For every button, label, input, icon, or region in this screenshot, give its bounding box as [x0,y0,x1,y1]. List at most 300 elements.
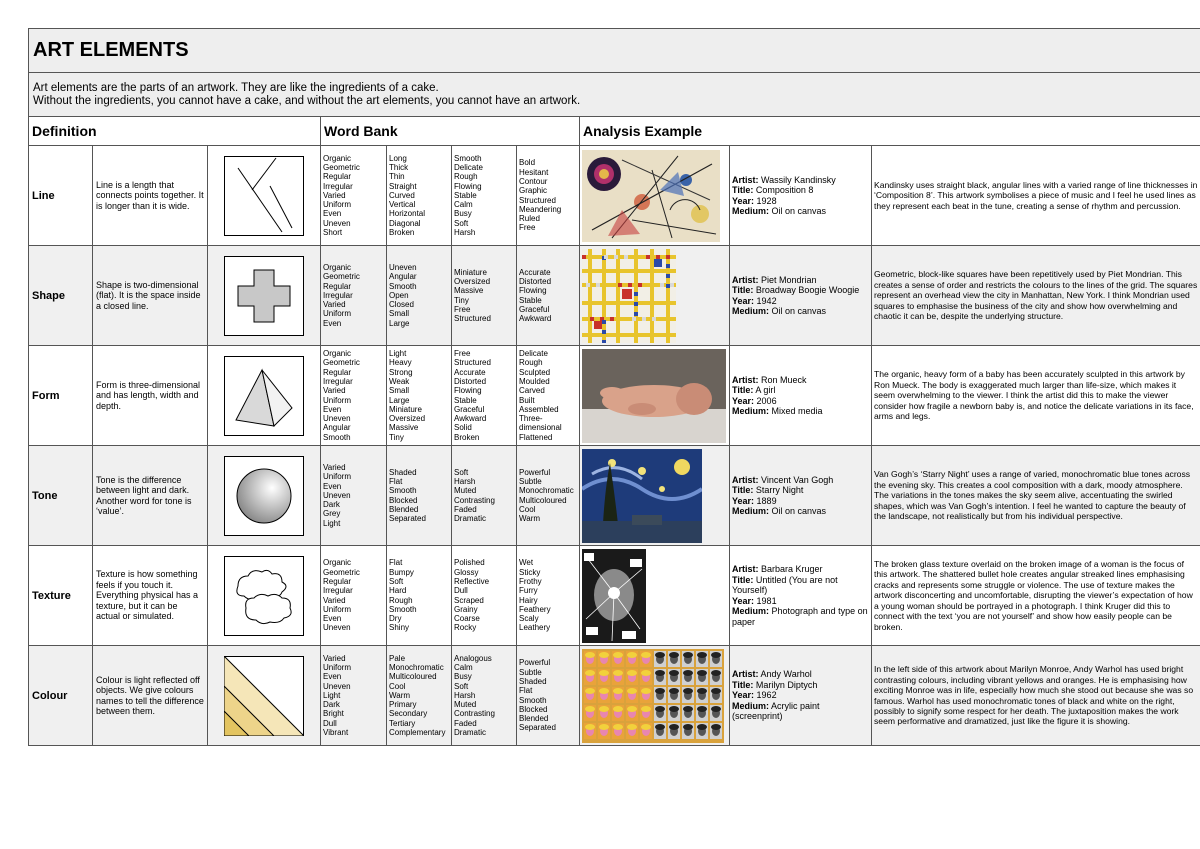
ron-mueck-a-girl-image [580,346,730,446]
word-bank-word: Rough [389,595,413,605]
title-value: A girl [755,385,776,395]
word-bank-word: Broken [389,228,415,238]
medium-label: Medium: [732,206,769,216]
element-row-tone [29,446,1200,546]
word-bank-column [517,546,580,646]
word-bank-word: Calm [454,200,473,210]
word-bank-word: Smooth [519,695,547,705]
year-value: 1981 [756,595,777,606]
word-bank-word: Uniform [323,395,352,405]
word-bank-column [452,446,517,546]
word-bank-column [321,546,387,646]
word-bank-column [452,346,517,446]
analysis-header: Analysis Example [580,117,1200,146]
year-value: 1889 [756,495,777,506]
word-bank-word: Flowing [454,181,482,191]
word-bank-column [452,546,517,646]
word-bank-word: Busy [454,672,472,682]
word-bank-column [517,646,580,746]
word-bank-word: Irregular [323,181,353,191]
year-value: 1962 [756,690,777,701]
word-bank-word: Smooth [454,153,482,163]
word-bank-word: Wet [519,558,534,568]
word-bank-word: Long [389,153,407,163]
word-bank-word: Tertiary [389,718,416,728]
year-value: 1928 [756,195,777,206]
element-row-line [29,146,1200,246]
word-bank-word: Free [519,223,536,233]
word-bank-word: Massive [454,286,484,296]
word-bank-column [452,646,517,746]
word-bank-word: Grey [323,509,341,519]
colour-triangle-icon [208,646,321,746]
artist-label: Artist: [732,174,759,185]
word-bank-word: Dark [323,500,340,510]
word-bank-word: Warm [519,514,541,524]
word-bank-word: Curved [389,190,415,200]
word-bank-word: Multicoloured [389,672,437,682]
word-bank-word: Contour [519,176,548,186]
artist-value: Barbara Kruger [761,564,823,574]
element-definition: Shape is two-dimensional (flat). It is the space inside a closed line. [93,246,208,346]
word-bank-word: Thick [389,162,409,172]
word-bank-word: Shaded [519,676,547,686]
word-bank-word: Powerful [519,467,551,477]
word-bank-word: Awkward [454,414,487,424]
word-bank-word: Faded [454,718,477,728]
word-bank-word: Smooth [389,486,417,496]
word-bank-word: Separated [389,514,426,524]
word-bank-word: Soft [454,467,469,477]
word-bank-word: Scaly [519,614,539,624]
word-bank-word: Three- [519,414,543,424]
word-bank-column [387,246,452,346]
medium-value: Photograph and type on paper [732,606,868,627]
word-bank-word: Distorted [454,376,487,386]
analysis-text: The broken glass texture overlaid on the broken image of a woman is the focus of this artwork. The shattered bullet hole creates angular streaked lines emphasising cracks and represents some struggle or violence. The use of texture makes the artwork disconcerting and uncomfortable, disrupting the viewer’s expectation of how a young woman should be portrayed in a photograph. I think Kruger did this to connect with the text ‘you are not yourself’ and show how easily people can be broken. [872,546,1200,646]
word-bank-word: Busy [454,209,472,219]
title-value: Starry Night [755,485,804,495]
word-bank-word: Free [454,304,471,314]
word-bank-word: Organic [323,262,352,272]
word-bank-word: Carved [519,386,545,396]
word-bank-word: Stable [454,395,477,405]
word-bank-word: Miniature [454,267,487,277]
word-bank-word: Vertical [389,200,416,210]
word-bank-column [452,246,517,346]
word-bank-word: Even [323,404,342,414]
word-bank-word: Oversized [454,276,491,286]
word-bank-word: Irregular [323,290,353,300]
word-bank-word: Blended [519,714,549,724]
word-bank-word: Smooth [323,432,351,442]
cross-shape-icon [208,246,321,346]
artist-label: Artist: [732,669,759,680]
word-bank-word: Broken [454,432,480,442]
artwork-details [730,546,872,646]
word-bank-word: Reflective [454,576,490,586]
word-bank-word: Bold [519,158,536,168]
year-label: Year: [732,395,755,406]
word-bank-word: Smooth [389,604,417,614]
word-bank-word: Even [323,209,342,219]
word-bank-word: Heavy [389,358,412,368]
word-bank-word: Cool [519,504,536,514]
word-bank-word: Graceful [454,404,485,414]
word-bank-word: Uniform [323,662,352,672]
artist-value: Piet Mondrian [761,274,817,285]
word-bank-word: Organic [323,349,352,359]
element-name: Texture [29,546,93,646]
artwork-details [730,446,872,546]
year-value: 1942 [756,295,777,306]
word-bank-word: Light [389,349,407,359]
word-bank-word: Shiny [389,623,410,633]
word-bank-word: Structured [454,314,491,324]
word-bank-column [517,146,580,246]
word-bank-word: dimensional [519,423,562,433]
word-bank-word: Graphic [519,186,548,196]
word-bank-word: Varied [323,462,346,472]
artwork-details [730,646,872,746]
word-bank-word: Tiny [389,432,404,442]
artwork-details [730,246,872,346]
artist-value: Andy Warhol [760,669,812,680]
word-bank-word: Flat [519,686,533,696]
artwork-details [730,146,872,246]
word-bank-word: Large [389,318,410,328]
word-bank-word: Grainy [454,604,478,614]
word-bank-word: Powerful [519,658,551,668]
word-bank-column [321,346,387,446]
word-bank-word: Muted [454,486,477,496]
word-bank-word: Pale [389,653,406,663]
word-bank-word: Organic [323,153,352,163]
word-bank-word: Uneven [389,262,417,272]
word-bank-word: Ruled [519,214,540,224]
word-bank-word: Contrasting [454,495,495,505]
word-bank-word: Separated [519,723,556,733]
word-bank-word: Geometric [323,567,360,577]
word-bank-word: Varied [323,595,346,605]
word-bank-word: Uniform [323,309,352,319]
word-bank-column [387,546,452,646]
word-bank-word: Hairy [519,595,538,605]
analysis-text: Kandinsky uses straight black, angular lines with a varied range of line thicknesses in ‘Composition 8’. This artwork symbolises a piece of music and I feel he used lines as they represent each beat in the tune, creating a sense of rhythm and percussion. [872,146,1200,246]
word-bank-word: Flowing [454,386,482,396]
medium-label: Medium: [732,306,769,316]
word-bank-word: Harsh [454,228,476,238]
word-bank-word: Coarse [454,614,480,624]
word-bank-word: Oversized [389,414,426,424]
word-bank-word: Monochromatic [389,662,444,672]
word-bank-word: Structured [519,195,556,205]
word-bank-word: Flat [389,476,403,486]
word-bank-word: Uneven [323,490,351,500]
word-bank-word: Assembled [519,404,559,414]
element-definition: Form is three-dimensional and has length, width and depth. [93,346,208,446]
element-name: Form [29,346,93,446]
word-bank-word: Small [389,386,410,396]
word-bank-word: Regular [323,172,352,182]
word-bank-word: Flowing [519,286,547,296]
year-label: Year: [732,595,755,606]
title-label: Title: [732,385,754,395]
word-bank-word: Tiny [454,295,469,305]
word-bank-word: Uniform [323,472,352,482]
medium-value: Oil on canvas [771,306,827,316]
word-bank-word: Regular [323,367,352,377]
medium-label: Medium: [732,406,769,416]
word-bank-word: Warm [389,690,411,700]
element-definition: Colour is light reflected off objects. We give colours names to tell the difference between them. [93,646,208,746]
word-bank-column [387,446,452,546]
word-bank-word: Subtle [519,476,542,486]
element-definition: Line is a length that connects points together. It is longer than it is wide. [93,146,208,246]
word-bank-column [387,346,452,446]
word-bank-word: Solid [454,423,472,433]
word-bank-word: Polished [454,558,485,568]
word-bank-word: Secondary [389,709,428,719]
element-name: Shape [29,246,93,346]
word-bank-word: Muted [454,700,477,710]
word-bank-word: Feathery [519,604,551,614]
word-bank-word: Closed [389,300,414,310]
word-bank-word: Small [389,309,410,319]
word-bank-word: Analogous [454,653,492,663]
word-bank-word: Blocked [389,495,418,505]
word-bank-word: Soft [454,681,469,691]
word-bank-header: Word Bank [321,117,580,146]
word-bank-column [321,446,387,546]
word-bank-word: Geometric [323,358,360,368]
van-gogh-starry-night-image [580,446,730,546]
word-bank-word: Shaded [389,467,417,477]
artist-value: Ron Mueck [761,374,807,385]
word-bank-word: Smooth [389,281,417,291]
word-bank-word: Short [323,228,343,238]
mondrian-broadway-boogie-woogie-image [580,246,730,346]
medium-value: Mixed media [771,406,823,416]
word-bank-word: Calm [454,662,473,672]
artist-value: Wassily Kandinsky [761,174,836,185]
element-row-shape [29,246,1200,346]
word-bank-word: Geometric [323,272,360,282]
intro-line-2: Without the ingredients, you cannot have a cake, and without the art elements, you cannot have an artwork. [33,94,581,107]
shaded-sphere-icon [208,446,321,546]
analysis-text: Van Gogh’s ‘Starry Night’ uses a range of varied, monochromatic blue tones across the evening sky. This creates a cool composition with a dark, moody atmosphere. The variations in the tones makes the sky seem alive, accentuating the swirled shapes, which was Van Gogh’s intention. I feel he wanted to capture the beauty of the landscape, not realistically but from his individual perspective. [872,446,1200,546]
title-value: Composition 8 [755,185,814,195]
word-bank-column [517,346,580,446]
word-bank-word: Cool [389,681,406,691]
word-bank-word: Varied [323,386,346,396]
analysis-text: Geometric, block-like squares have been repetitively used by Piet Mondrian. This creates a sense of order and restricts the colours to the lines of the grid. The squares represent an overhead view the city in Manhattan, New York. I think Mondrian used squares to emphasise the business of the city and show how overwhelming and chaotic it can be, despite the underlying structure. [872,246,1200,346]
word-bank-word: Diagonal [389,218,421,228]
word-bank-column [387,646,452,746]
medium-label: Medium: [732,606,769,616]
word-bank-column [517,446,580,546]
word-bank-word: Uniform [323,200,352,210]
word-bank-word: Rough [454,172,478,182]
word-bank-word: Uneven [323,414,351,424]
title-value: Untitled (You are not Yourself) [732,574,838,595]
word-bank-word: Flattened [519,432,553,442]
word-bank-word: Rocky [454,623,477,633]
word-bank-word: Even [323,481,342,491]
warhol-marilyn-diptych-image [580,646,730,746]
word-bank-word: Straight [389,181,417,191]
word-bank-word: Even [323,672,342,682]
kandinsky-composition-8-image [580,146,730,246]
word-bank-word: Dramatic [454,514,487,524]
word-bank-word: Varied [323,653,346,663]
lines-diagram-icon [208,146,321,246]
word-bank-word: Regular [323,576,352,586]
word-bank-word: Massive [389,423,419,433]
year-label: Year: [732,690,755,701]
word-bank-word: Uneven [323,681,351,691]
word-bank-word: Graceful [519,304,550,314]
title-label: Title: [732,285,754,295]
word-bank-word: Thin [389,172,405,182]
word-bank-word: Sticky [519,567,541,577]
word-bank-word: Stable [454,190,477,200]
title-label: Title: [732,485,754,495]
word-bank-word: Angular [389,272,417,282]
word-bank-word: Vibrant [323,728,349,738]
word-bank-word: Frothy [519,576,542,586]
word-bank-word: Organic [323,558,352,568]
word-bank-word: Delicate [519,349,548,359]
word-bank-column [387,146,452,246]
title-value: Marilyn Diptych [755,679,818,690]
word-bank-word: Varied [323,190,346,200]
year-label: Year: [732,295,755,306]
word-bank-word: Irregular [323,586,353,596]
word-bank-word: Sculpted [519,367,551,377]
word-bank-word: Faded [454,504,477,514]
word-bank-word: Hesitant [519,167,549,177]
word-bank-word: Leathery [519,623,551,633]
element-row-form [29,346,1200,446]
word-bank-word: Furry [519,586,538,596]
word-bank-word: Harsh [454,476,476,486]
word-bank-word: Scraped [454,595,484,605]
analysis-text: The organic, heavy form of a baby has been accurately sculpted in this artwork by Ron Mueck. The body is exaggerated much larger than life-size, which makes it seem overwhelming to the viewer. I think the artist did this to make the viewer consider how fragile a newborn baby is, and notice the delicate variations in its face, arms and legs. [872,346,1200,446]
intro-line-1: Art elements are the parts of an artwork. They are like the ingredients of a cake. [33,81,439,94]
element-row-colour [29,646,1200,746]
medium-label: Medium: [732,506,769,516]
word-bank-word: Accurate [519,267,551,277]
word-bank-column [321,246,387,346]
element-definition: Tone is the difference between light and dark. Another word for tone is ‘value’. [93,446,208,546]
word-bank-word: Even [323,614,342,624]
word-bank-word: Structured [454,358,491,368]
title-label: Title: [732,185,754,195]
element-row-texture [29,546,1200,646]
element-name: Colour [29,646,93,746]
word-bank-word: Bumpy [389,567,414,577]
page-title: ART ELEMENTS [29,29,1200,73]
word-bank-column [321,146,387,246]
word-bank-word: Dull [454,586,468,596]
word-bank-word: Glossy [454,567,479,577]
word-bank-word: Complementary [389,728,446,738]
word-bank-word: Uneven [323,218,351,228]
word-bank-word: Primary [389,700,417,710]
word-bank-word: Contrasting [454,709,495,719]
artist-label: Artist: [732,474,759,485]
word-bank-word: Meandering [519,204,562,214]
word-bank-word: Dry [389,614,402,624]
word-bank-word: Uniform [323,604,352,614]
word-bank-word: Delicate [454,162,483,172]
word-bank-word: Accurate [454,367,486,377]
word-bank-word: Subtle [519,667,542,677]
artwork-details [730,346,872,446]
word-bank-word: Large [389,395,410,405]
word-bank-word: Monochromatic [519,486,574,496]
year-label: Year: [732,495,755,506]
year-label: Year: [732,195,755,206]
medium-value: Oil on canvas [771,206,827,216]
word-bank-word: Harsh [454,690,476,700]
word-bank-word: Blended [389,504,419,514]
word-bank-word: Horizontal [389,209,426,219]
word-bank-word: Soft [454,218,469,228]
element-name: Tone [29,446,93,546]
word-bank-word: Blocked [519,704,548,714]
artist-label: Artist: [732,374,759,385]
prism-form-icon [208,346,321,446]
word-bank-word: Dramatic [454,728,487,738]
barbara-kruger-untitled-image [580,546,730,646]
element-definition: Texture is how something feels if you touch it. Everything physical has a texture, but it can be actual or simulated. [93,546,208,646]
word-bank-word: Geometric [323,162,360,172]
medium-value: Oil on canvas [771,506,827,516]
word-bank-word: Hard [389,586,407,596]
word-bank-word: Free [454,349,471,359]
artist-label: Artist: [732,564,759,574]
word-bank-word: Awkward [519,314,552,324]
word-bank-word: Stable [519,295,542,305]
word-bank-column [452,146,517,246]
title-label: Title: [732,574,754,585]
medium-value: Acrylic paint (screenprint) [732,700,820,722]
word-bank-word: Open [389,290,409,300]
word-bank-word: Light [323,690,341,700]
word-bank-word: Miniature [389,404,422,414]
intro-text [29,73,1200,117]
word-bank-column [321,646,387,746]
word-bank-word: Built [519,395,535,405]
art-elements-table [28,28,1200,746]
definition-header: Definition [29,117,321,146]
word-bank-word: Regular [323,281,352,291]
word-bank-word: Rough [519,358,543,368]
word-bank-word: Strong [389,367,413,377]
element-name: Line [29,146,93,246]
word-bank-word: Flat [389,558,403,568]
medium-label: Medium: [732,700,769,711]
word-bank-word: Light [323,518,341,528]
title-value: Broadway Boogie Woogie [755,285,860,295]
artist-label: Artist: [732,274,759,285]
word-bank-word: Multicoloured [519,495,567,505]
analysis-text: In the left side of this artwork about Marilyn Monroe, Andy Warhol has used bright contrasting colours, including vibrant yellows and oranges. He is emphasising how exciting Monroe was in life, especially how much she stood out because she was so famous. Warhol has used monochromatic tones of black and white on the right, possibly to signify some respect for her death. The juxtaposition makes the work seem performative and dramatized, just like the figure it is showing. [872,646,1200,746]
word-bank-word: Distorted [519,276,552,286]
word-bank-word: Dull [323,718,337,728]
